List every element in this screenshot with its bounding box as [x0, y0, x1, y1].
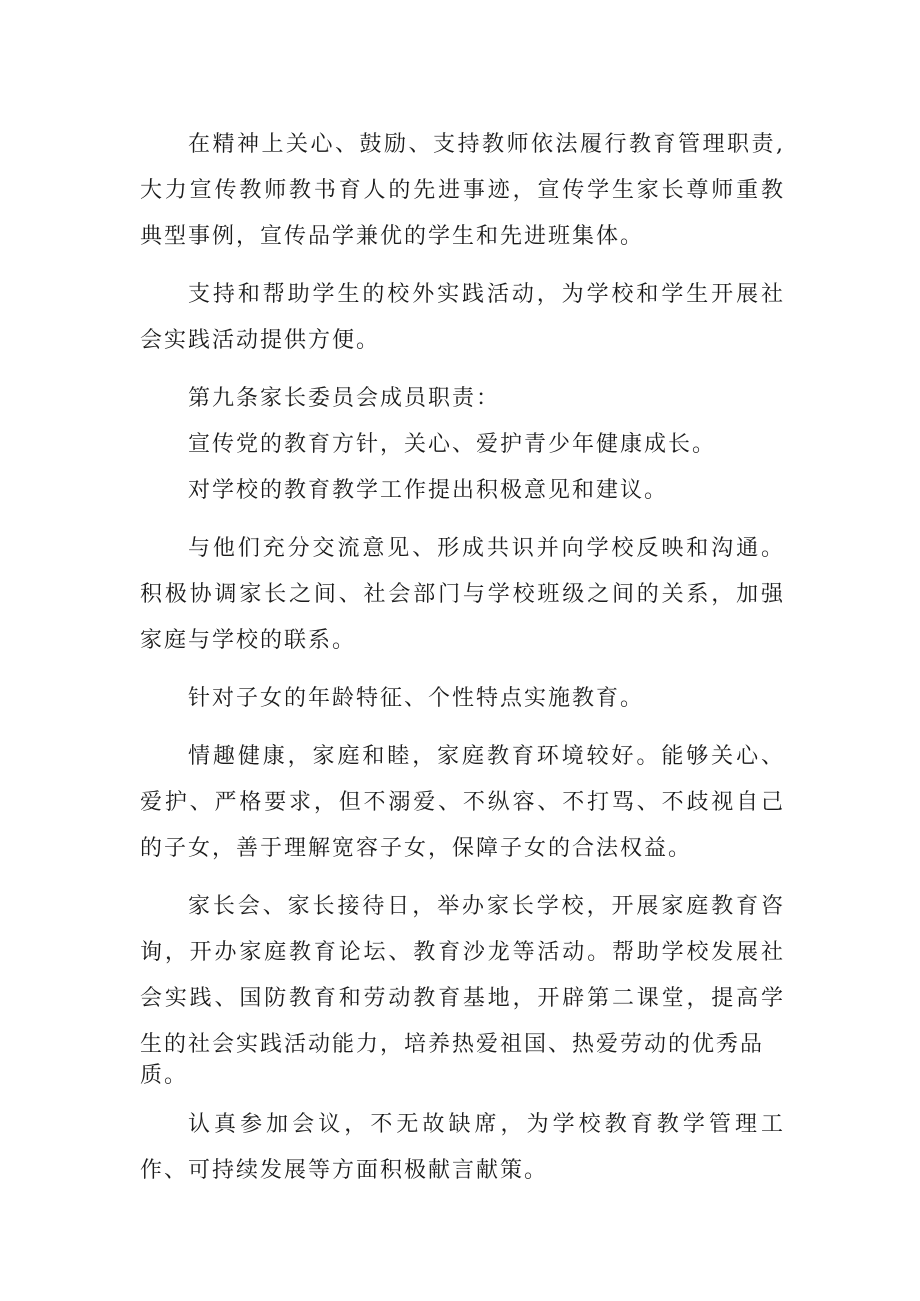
- paragraph-3: 第九条家长委员会成员职责：: [188, 386, 501, 411]
- paragraph-10: 认真参加会议，不无故缺席，为学校教育教学管理工作、可持续发展等方面积极献言献策。: [140, 1112, 785, 1183]
- paragraph-4: 宣传党的教育方针，关心、爱护青少年健康成长。: [188, 432, 717, 457]
- paragraph-5: 对学校的教育教学工作提出积极意见和建议。: [188, 478, 669, 503]
- paragraph-9: [140, 884, 785, 1090]
- paragraph-8: 情趣健康，家庭和睦，家庭教育环境较好。能够关心、爱护、严格要求，但不溺爱、不纵容、不打骂、不歧视自己的子女，善于理解宽容子女，保障子女的合法权益。: [140, 744, 785, 861]
- paragraph-6: 与他们充分交流意见、形成共识并向学校反映和沟通。积极协调家长之间、社会部门与学校班级之间的关系，加强家庭与学校的联系。: [140, 536, 785, 653]
- paragraph-9-tail: 质。: [140, 1063, 189, 1088]
- document-body: [140, 122, 785, 1206]
- paragraph-1: 在精神上关心、鼓励、支持教师依法履行教育管理职责,大力宣传教师教书育人的先进事迹，宣传学生家长尊师重教典型事例，宣传品学兼优的学生和先进班集体。: [140, 132, 785, 249]
- paragraph-2: 支持和帮助学生的校外实践活动，为学校和学生开展社会实践活动提供方便。: [140, 282, 785, 353]
- paragraph-9-text: 家长会、家长接待日，举办家长学校，开展家庭教育咨询，开办家庭教育论坛、教育沙龙等活动。帮助学校发展社会实践、国防教育和劳动教育基地，开辟第二课堂，提高学生的社会实践活动能力，培养热爱祖国、热爱劳动的优秀品: [140, 894, 785, 1057]
- paragraph-7: 针对子女的年龄特征、个性特点实施教育。: [188, 686, 645, 711]
